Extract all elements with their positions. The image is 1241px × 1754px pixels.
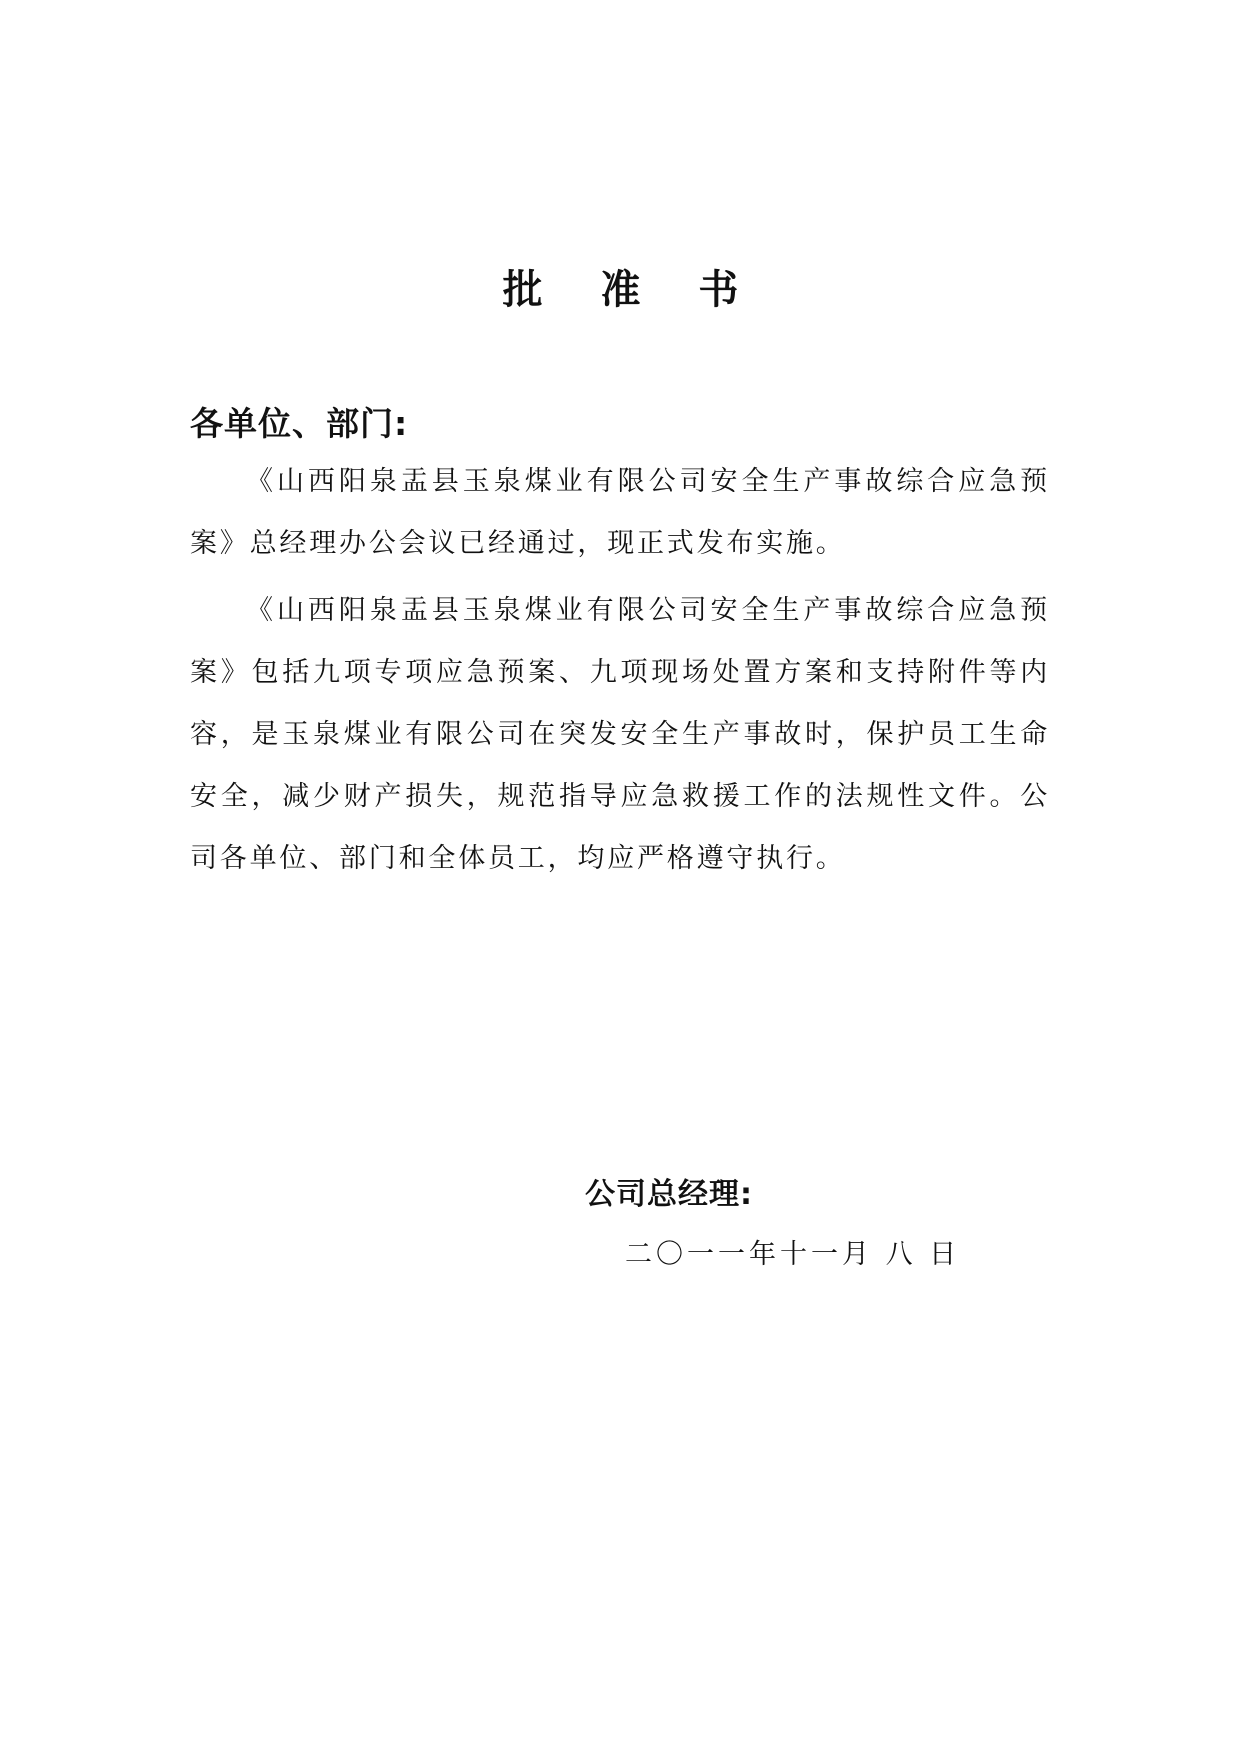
document-title: 批 准 书 xyxy=(502,267,761,313)
paragraph-2: 《山西阳泉盂县玉泉煤业有限公司安全生产事故综合应急预案》包括九项专项应急预案、九项现场处置方案和支持附件等内容，是玉泉煤业有限公司在突发安全生产事故时，保护员工生命安全，减少财产损失，规范指导应急救援工作的法规性文件。公司各单位、部门和全体员工，均应严格遵守执行。 xyxy=(190,595,1050,874)
document-date: 二〇一一年十一月 八 日 xyxy=(625,1239,961,1270)
signer-label: 公司总经理: xyxy=(585,1177,753,1212)
salutation: 各单位、部门: xyxy=(190,404,409,443)
paragraph-1: 《山西阳泉盂县玉泉煤业有限公司安全生产事故综合应急预案》总经理办公会议已经通过，现正式发布实施。 xyxy=(190,466,1050,559)
